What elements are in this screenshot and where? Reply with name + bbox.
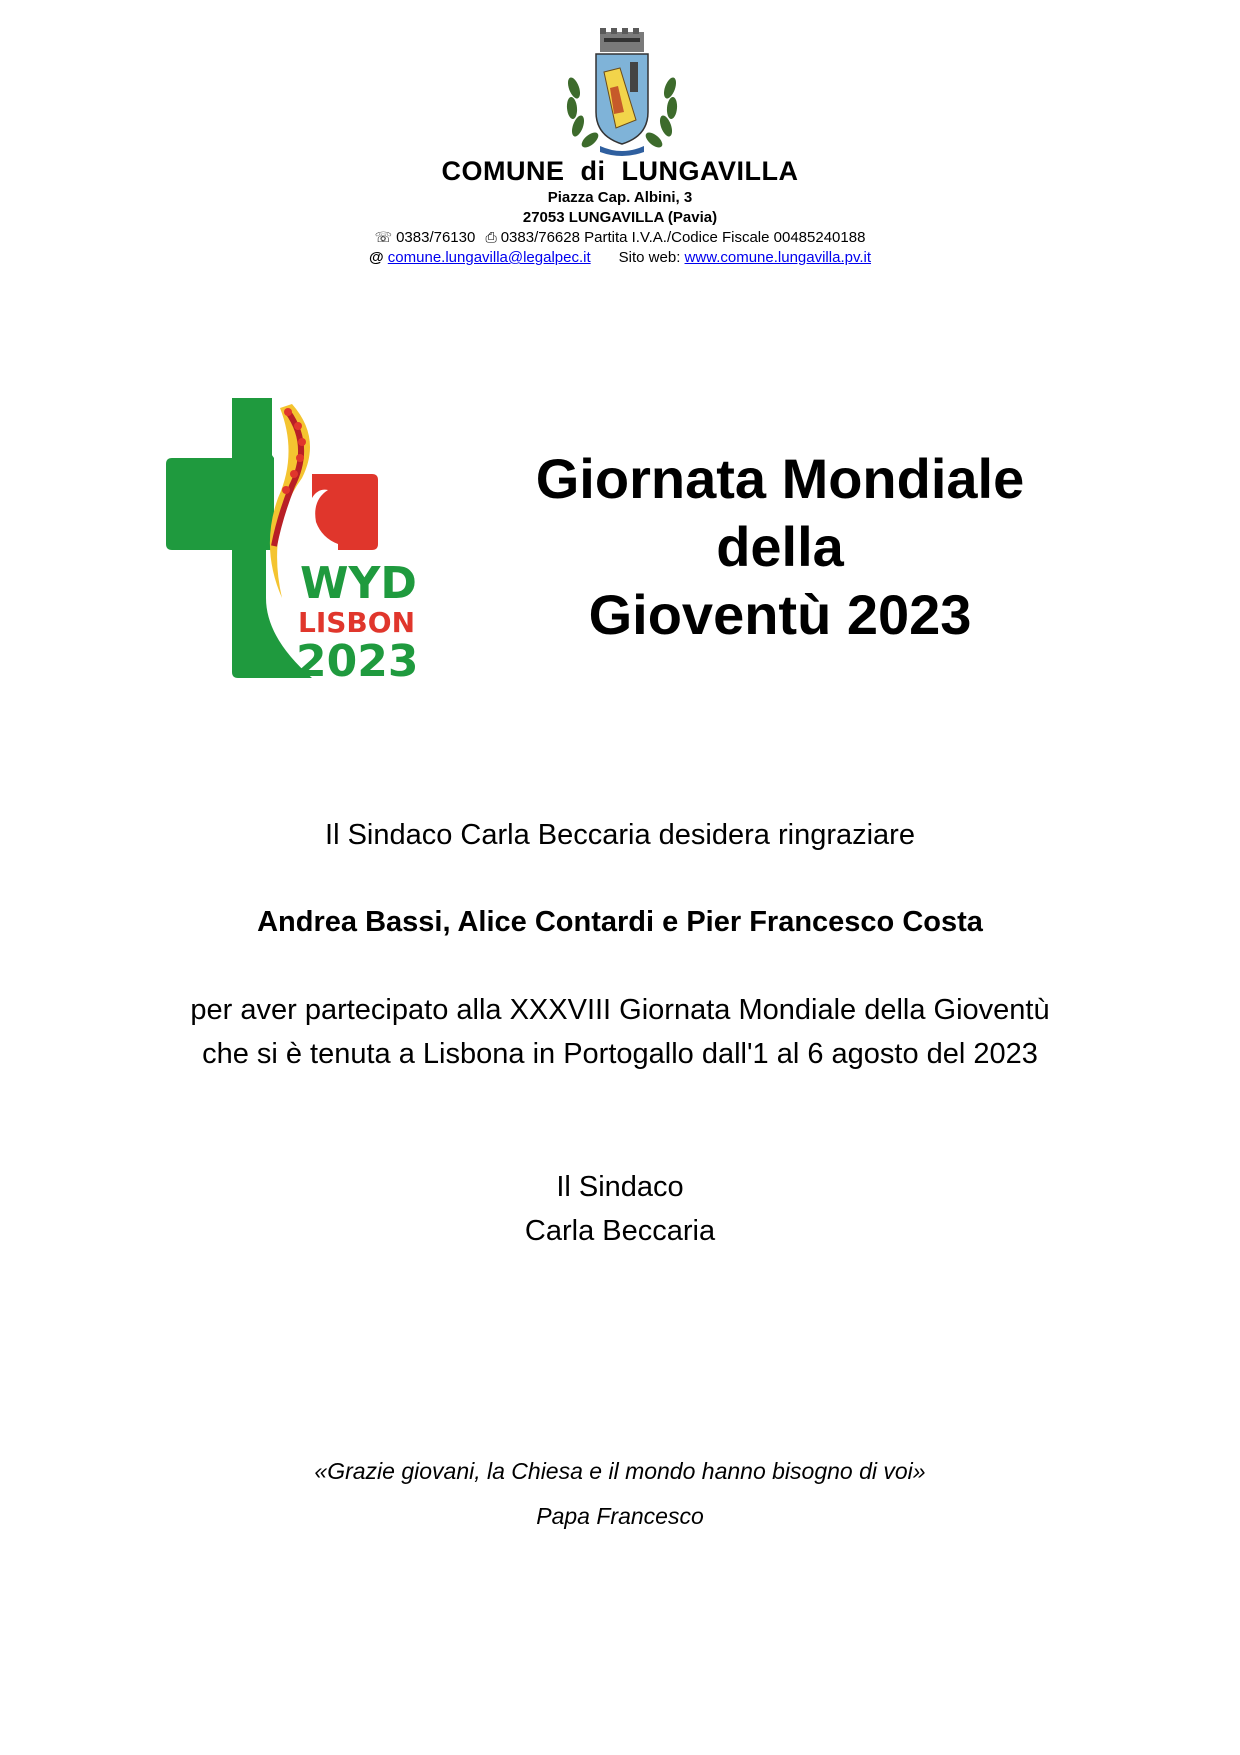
- thanks-intro: Il Sindaco Carla Beccaria desidera ringraziare: [325, 819, 915, 851]
- fax-icon: ⎙: [485, 229, 497, 245]
- event-title-line-3: Gioventù 2023: [588, 583, 972, 646]
- event-title-line-2: della: [716, 515, 844, 578]
- website-label: Sito web:: [618, 249, 681, 266]
- crest-logo: [560, 28, 684, 158]
- participation-line-2: che si è tenuta a Lisbona in Portogallo dall'1 al 6 agosto del 2023: [202, 1038, 1038, 1070]
- phone-number: 0383/76130: [396, 229, 476, 246]
- web-line: [0, 249, 1240, 266]
- address-street: Piazza Cap. Albini, 3: [547, 189, 693, 206]
- quote-author: Papa Francesco: [536, 1503, 704, 1529]
- municipality-title: COMUNE di LUNGAVILLA: [441, 156, 799, 186]
- address-city: 27053 LUNGAVILLA (Pavia): [522, 209, 718, 226]
- logo-wyd-text: WYD: [300, 558, 417, 609]
- telephone-icon: ☏: [374, 229, 393, 245]
- signature-name: Carla Beccaria: [524, 1215, 716, 1247]
- email-symbol: @: [368, 249, 384, 266]
- fax-vat-text: 0383/76628 Partita I.V.A./Codice Fiscale 00485240188: [500, 229, 866, 246]
- signature-role: Il Sindaco: [556, 1171, 684, 1203]
- contact-line: [0, 229, 1240, 246]
- wyd-lisbon-logo: [162, 398, 432, 680]
- logo-lisbon-text: LISBON: [298, 606, 416, 639]
- email-link[interactable]: comune.lungavilla@legalpec.it: [387, 249, 591, 266]
- event-title-line-1: Giornata Mondiale: [535, 447, 1025, 510]
- participant-names: Andrea Bassi, Alice Contardi e Pier Francesco Costa: [257, 906, 983, 938]
- participation-line-1: per aver partecipato alla XXXVIII Giornata Mondiale della Gioventù: [190, 994, 1050, 1026]
- event-title: [480, 445, 1080, 649]
- quote-text: «Grazie giovani, la Chiesa e il mondo hanno bisogno di voi»: [314, 1458, 926, 1484]
- logo-year-text: 2023: [296, 636, 419, 680]
- website-link[interactable]: www.comune.lungavilla.pv.it: [684, 249, 872, 266]
